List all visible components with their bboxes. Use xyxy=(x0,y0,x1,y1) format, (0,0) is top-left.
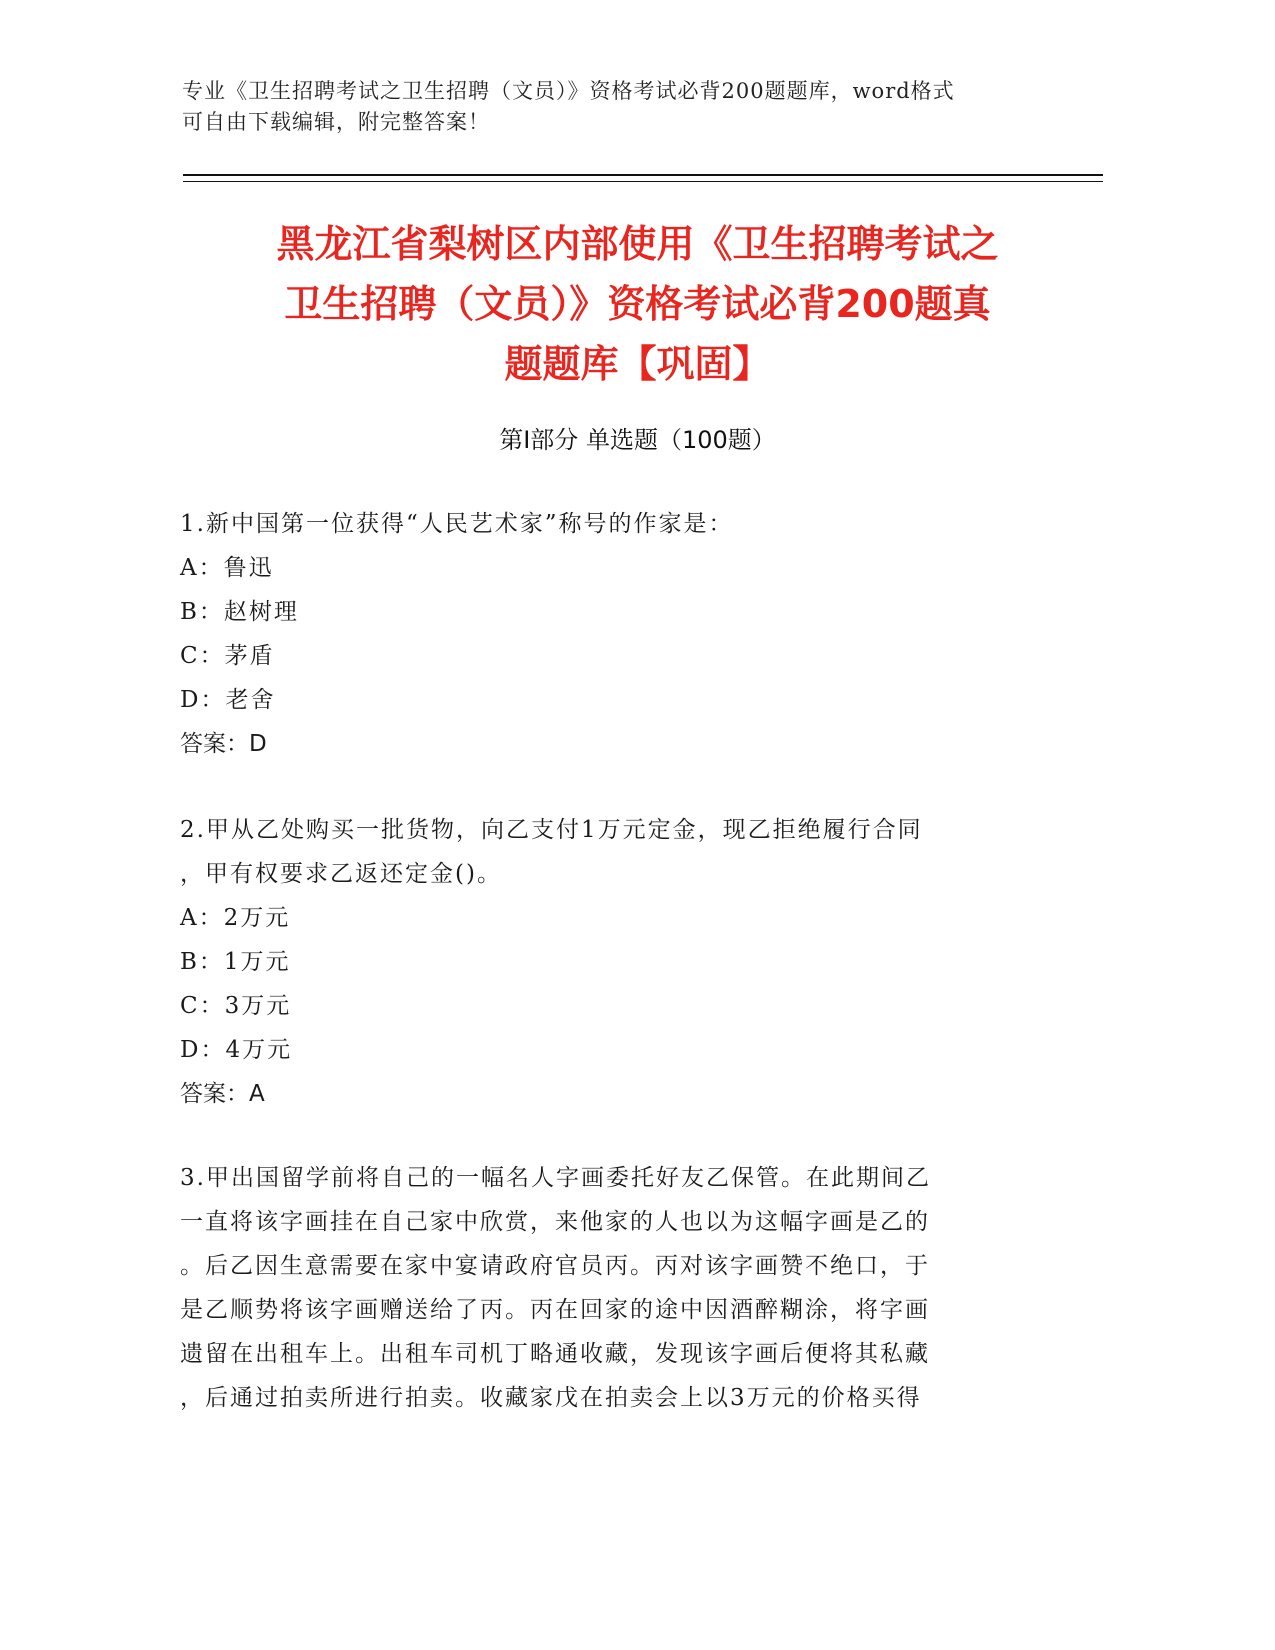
title-line: 题题库【巩固】 xyxy=(504,342,771,386)
option-c: C：3万元 xyxy=(180,993,292,1019)
document-title xyxy=(150,214,1125,394)
option-a: A：鲁迅 xyxy=(180,555,274,581)
header-note-line: 可自由下载编辑，附完整答案！ xyxy=(182,110,490,134)
header-divider-thin xyxy=(183,181,1103,182)
question-text: 2.甲从乙处购买一批货物，向乙支付1万元定金，现乙拒绝履行合同 xyxy=(180,817,923,843)
question-text: 是乙顺势将该字画赠送给了丙。丙在回家的途中因酒醉糊涂，将字画 xyxy=(180,1297,930,1323)
question-1 xyxy=(180,502,1040,766)
question-text: 1.新中国第一位获得“人民艺术家”称号的作家是： xyxy=(180,511,734,537)
title-line: 黑龙江省梨树区内部使用《卫生招聘考试之 xyxy=(276,222,999,266)
answer: 答案：A xyxy=(180,1081,265,1107)
header-note-line: 专业《卫生招聘考试之卫生招聘（文员）》资格考试必背200题题库，word格式 xyxy=(182,79,955,103)
option-a: A：2万元 xyxy=(180,905,291,931)
question-3 xyxy=(180,1156,1040,1420)
option-b: B：赵树理 xyxy=(180,599,299,625)
option-d: D：4万元 xyxy=(180,1037,293,1063)
question-text: 3.甲出国留学前将自己的一幅名人字画委托好友乙保管。在此期间乙 xyxy=(180,1165,931,1191)
answer: 答案：D xyxy=(180,731,267,757)
question-text: ，甲有权要求乙返还定金()。 xyxy=(180,861,502,887)
title-line: 卫生招聘（文员）》资格考试必背200题真 xyxy=(284,282,991,326)
question-text: ，后通过拍卖所进行拍卖。收藏家戊在拍卖会上以3万元的价格买得 xyxy=(180,1385,922,1411)
question-text: 遗留在出租车上。出租车司机丁略通收藏，发现该字画后便将其私藏 xyxy=(180,1341,930,1367)
header-divider-thick xyxy=(183,174,1103,176)
option-b: B：1万元 xyxy=(180,949,291,975)
question-2 xyxy=(180,808,1040,1116)
option-d: D：老舍 xyxy=(180,687,276,713)
section-heading: 第Ⅰ部分 单选题（100题） xyxy=(499,426,776,454)
option-c: C：茅盾 xyxy=(180,643,275,669)
question-text: 一直将该字画挂在自己家中欣赏，来他家的人也以为这幅字画是乙的 xyxy=(180,1209,930,1235)
header-note xyxy=(182,76,1062,138)
question-text: 。后乙因生意需要在家中宴请政府官员丙。丙对该字画赞不绝口，于 xyxy=(180,1253,930,1279)
